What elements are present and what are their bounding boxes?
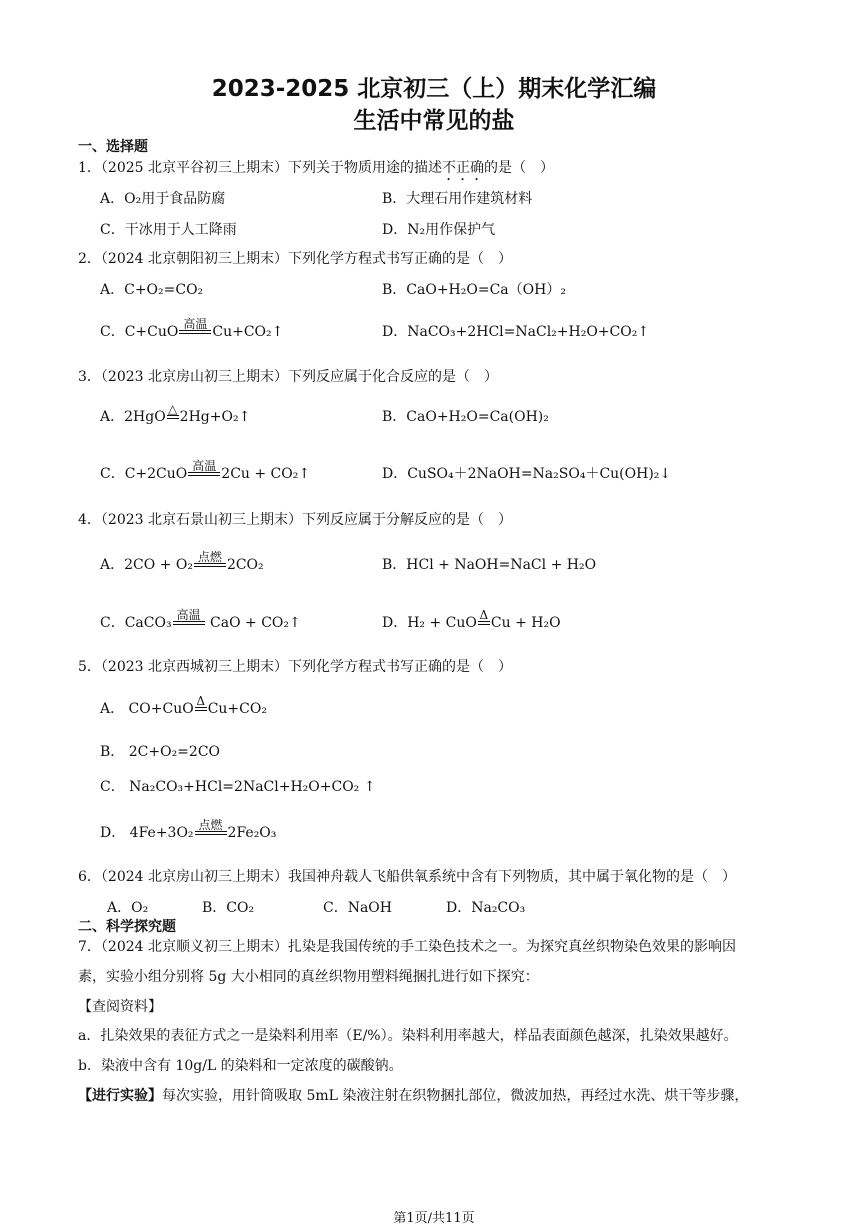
question-4-option-b: B．HCl + NaOH=NaCl + H₂O bbox=[382, 557, 597, 573]
question-3-option-c-right: 2Cu + CO₂↑ bbox=[221, 466, 311, 482]
question-5-option-d-left: D． 4Fe+3O₂ bbox=[100, 825, 194, 841]
question-2-option-c-left: C．C+CuO bbox=[100, 324, 179, 340]
question-3-stem: 3．（2023 北京房山初三上期末）下列反应属于化合反应的是（ ） bbox=[78, 369, 498, 385]
question-4-option-c-left: C．CaCO₃ bbox=[100, 615, 172, 631]
question-1-option-a: A．O₂用于食品防腐 bbox=[100, 191, 226, 207]
question-1-emphasis: 不正确 bbox=[442, 160, 484, 176]
question-4-option-a-right: 2CO₂ bbox=[226, 557, 264, 573]
section-heading-choice: 一、选择题 bbox=[78, 139, 148, 155]
question-1-stem-part1: 1．（2025 北京平谷初三上期末）下列关于物质用途的描述 bbox=[78, 160, 442, 176]
question-3-option-b: B．CaO+H₂O=Ca(OH)₂ bbox=[382, 409, 549, 425]
question-7-heading-materials: 【查阅资料】 bbox=[78, 999, 162, 1015]
question-3-option-a bbox=[100, 402, 251, 426]
question-5-option-d bbox=[100, 818, 277, 842]
question-3-option-a-left: A．2HgO bbox=[100, 409, 166, 425]
question-7-experiment-text: 每次实验，用针筒吸取 5mL 染液注射在织物捆扎部位，微波加热，再经过水洗、烘干等步骤， bbox=[162, 1088, 749, 1104]
question-2-option-b: B．CaO+H₂O=Ca（OH）₂ bbox=[382, 282, 566, 298]
question-4-option-c-right: CaO + CO₂↑ bbox=[205, 615, 301, 631]
reaction-condition-label: 点燃 bbox=[197, 550, 222, 564]
question-3-option-c-left: C．C+2CuO bbox=[100, 466, 188, 482]
question-4-option-d-right: Cu + H₂O bbox=[490, 615, 561, 631]
question-3-option-d: D．CuSO₄＋2NaOH=Na₂SO₄＋Cu(OH)₂↓ bbox=[382, 466, 672, 482]
question-5-option-a-right: Cu+CO₂ bbox=[207, 701, 267, 717]
question-1-option-d: D．N₂用作保护气 bbox=[382, 222, 496, 238]
section-heading-inquiry: 二、科学探究题 bbox=[78, 919, 176, 935]
question-7-line2: 素，实验小组分别将 5g 大小相同的真丝织物用塑料绳捆扎进行如下探究： bbox=[78, 969, 539, 985]
question-3-option-c bbox=[100, 459, 311, 483]
question-1-option-c: C．干冰用于人工降雨 bbox=[100, 222, 237, 238]
question-1-stem-part2: 的是（ ） bbox=[484, 160, 554, 176]
question-7-material-a: a．扎染效果的表征方式之一是染料利用率（E/%）。染料利用率越大，样品表面颜色越深，扎染效果越好。 bbox=[78, 1028, 738, 1044]
question-4-option-d-left: D．H₂ + CuO bbox=[382, 615, 477, 631]
question-7-experiment-heading: 【进行实验】 bbox=[78, 1088, 162, 1104]
question-3-option-a-right: 2Hg+O₂↑ bbox=[179, 409, 251, 425]
question-5-option-a-left: A． CO+CuO bbox=[100, 701, 194, 717]
question-6-option-b: B．CO₂ bbox=[202, 900, 255, 916]
question-4-option-a-left: A．2CO + O₂ bbox=[100, 557, 193, 573]
reaction-condition-arrow bbox=[167, 402, 179, 425]
question-7-experiment bbox=[78, 1085, 748, 1105]
question-2-option-d: D．NaCO₃+2HCl=NaCl₂+H₂O+CO₂↑ bbox=[382, 324, 650, 340]
reaction-condition-label: △ bbox=[168, 402, 178, 416]
page-title-line2: 生活中常见的盐 bbox=[353, 108, 515, 134]
reaction-condition-arrow bbox=[194, 550, 226, 573]
question-6-stem: 6．（2024 北京房山初三上期末）我国神舟载人飞船供氧系统中含有下列物质，其中属于氧化物的是（ ） bbox=[78, 869, 736, 885]
question-7-line1: 7．（2024 北京顺义初三上期末）扎染是我国传统的手工染色技术之一。为探究真丝织物染色效果的影响因 bbox=[78, 939, 736, 955]
reaction-condition-label: 高温 bbox=[176, 608, 201, 622]
reaction-condition-label: Δ bbox=[196, 694, 206, 708]
reaction-condition-label: 点燃 bbox=[198, 818, 223, 832]
reaction-condition-arrow bbox=[478, 608, 490, 631]
question-5-option-b: B． 2C+O₂=2CO bbox=[100, 744, 221, 760]
reaction-condition-label: 高温 bbox=[192, 459, 217, 473]
question-6-option-a: A．O₂ bbox=[107, 900, 149, 916]
question-5-option-a bbox=[100, 694, 267, 718]
reaction-condition-label: Δ bbox=[479, 608, 489, 622]
reaction-condition-label: 高温 bbox=[183, 317, 208, 331]
question-2-option-a: A．C+O₂=CO₂ bbox=[100, 282, 204, 298]
page-number: 第1页/共11页 bbox=[393, 1211, 475, 1226]
reaction-condition-arrow bbox=[195, 694, 207, 717]
page-title-line1: 2023-2025 北京初三（上）期末化学汇编 bbox=[211, 76, 657, 102]
question-1-option-b: B．大理石用作建筑材料 bbox=[382, 191, 533, 207]
question-2-option-c-right: Cu+CO₂↑ bbox=[212, 324, 284, 340]
question-1-stem bbox=[78, 157, 554, 184]
question-6-option-d: D．Na₂CO₃ bbox=[446, 900, 526, 916]
question-5-option-d-right: 2Fe₂O₃ bbox=[227, 825, 277, 841]
question-5-option-c: C． Na₂CO₃+HCl=2NaCl+H₂O+CO₂ ↑ bbox=[100, 779, 376, 795]
reaction-condition-arrow bbox=[173, 608, 205, 631]
reaction-condition-arrow bbox=[179, 317, 211, 340]
question-2-option-c bbox=[100, 317, 284, 341]
question-7-material-b: b．染液中含有 10g/L 的染料和一定浓度的碳酸钠。 bbox=[78, 1058, 403, 1074]
question-2-stem: 2．（2024 北京朝阳初三上期末）下列化学方程式书写正确的是（ ） bbox=[78, 251, 512, 267]
question-6-option-c: C．NaOH bbox=[323, 900, 392, 916]
question-4-stem: 4．（2023 北京石景山初三上期末）下列反应属于分解反应的是（ ） bbox=[78, 512, 512, 528]
reaction-condition-arrow bbox=[195, 818, 227, 841]
question-4-option-a bbox=[100, 550, 264, 574]
question-5-stem: 5．（2023 北京西城初三上期末）下列化学方程式书写正确的是（ ） bbox=[78, 659, 512, 675]
reaction-condition-arrow bbox=[188, 459, 220, 482]
question-4-option-d bbox=[382, 608, 561, 632]
question-4-option-c bbox=[100, 608, 301, 632]
